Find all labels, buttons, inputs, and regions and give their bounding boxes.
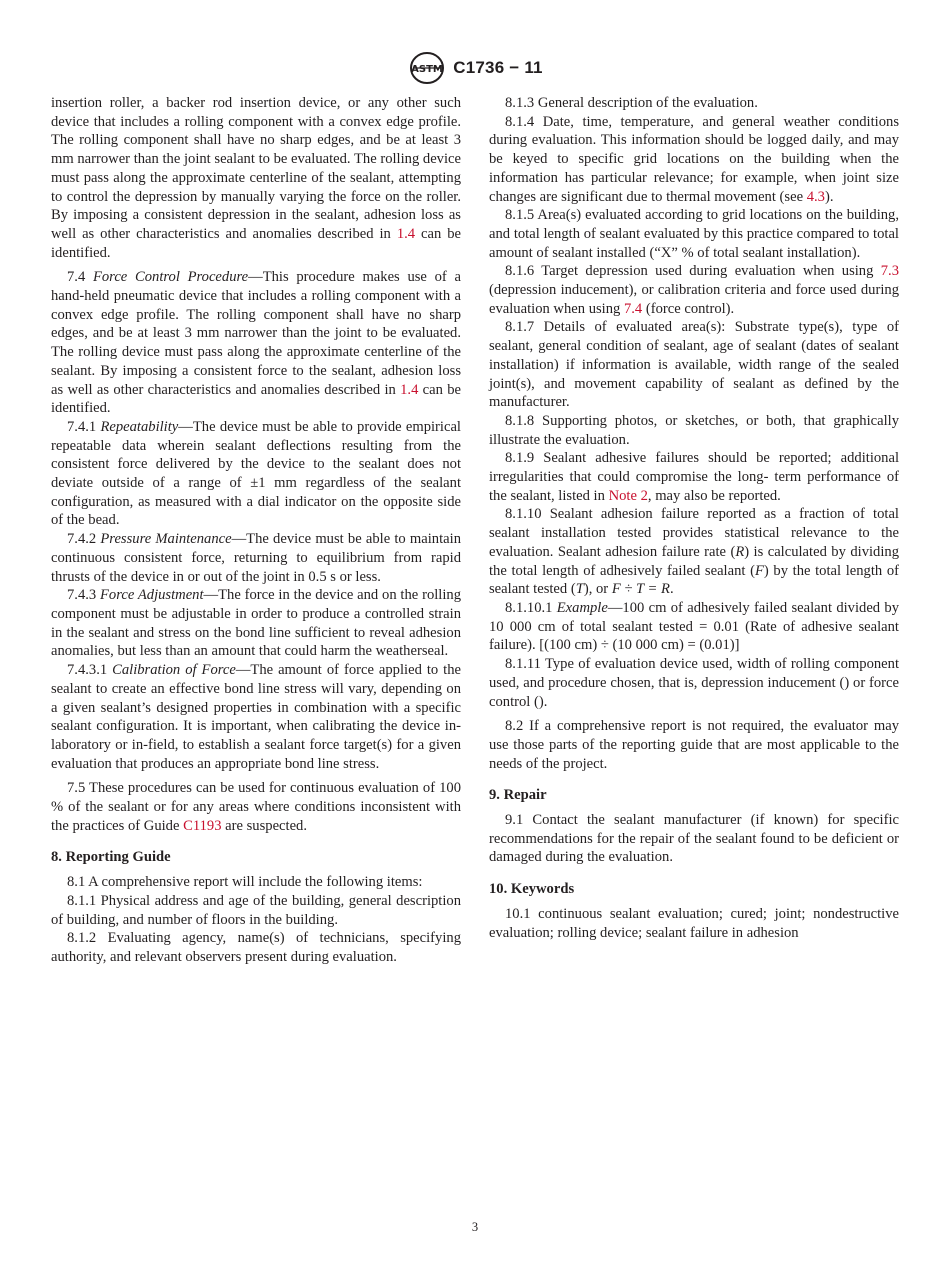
paragraph-8-1-3: 8.1.3 General description of the evaluation. (505, 95, 758, 111)
paragraph-7-4: 7.4 Force Control Procedure—This procedure makes use of a hand-held pneumatic device that includes a rolling component with a convex edge profile. The rolling component shall have no sharp edges, and be at least 3 mm narrower than the joint to be evaluated. The rolling device must pass along the approximate centerline of the sealant. By imposing a consistent force to the sealant, adhesion loss as well as other characteristics and anomalies described in 1.4 can be identified. (51, 269, 462, 417)
paragraph-8-1-4: 8.1.4 Date, time, temperature, and general weather conditions during evaluation. This information should be logged daily, and may be keyed to specific grid locations on the building when the information has particular relevance; for example, when joint size changes are significant due to thermal movement (see 4.3). (489, 113, 899, 205)
paragraph-8-1-8: 8.1.8 Supporting photos, or sketches, or both, that graphically illustrate the evaluation. (489, 412, 899, 448)
section-heading-10: 10. Keywords (489, 881, 575, 898)
link-1-4[interactable]: 1.4 (400, 381, 419, 398)
paragraph-8-1-10: 8.1.10 Sealant adhesion failure reported as a fraction of total sealant installation tested provides statistical relevance to the evaluation. Sealant adhesion failure rate (R) is calculated by dividing the total length of adhesively failed sealant (F) by the total length of sealant tested (T), or F ÷ T = R. (489, 506, 899, 598)
paragraph-7-4-2: 7.4.2 Pressure Maintenance—The device must be able to maintain continuous consistent force, returning to equilibrium from rapid thrusts of the device in or out of the joint in 0.5 s or less. (51, 531, 461, 585)
link-note-2[interactable]: Note 2 (608, 487, 648, 504)
link-4-3[interactable]: 4.3 (806, 188, 825, 205)
paragraph-8-1-2: 8.1.2 Evaluating agency, name(s) of technicians, specifying authority, and relevant observers present during evaluation. (51, 930, 461, 965)
link-7-4[interactable]: 7.4 (623, 300, 643, 317)
paragraph-8-1-1: 8.1.1 Physical address and age of the building, general description of building, and number of floors in the building. (51, 892, 461, 928)
paragraph-7-4-3-1: 7.4.3.1 Calibration of Force—The amount of force applied to the sealant to create an effective bond line stress will vary, depending on a given sealant’s designed properties in combination with a specific sealant configuration. It is important, when calibrating the device in-laboratory or in-field, to establish a sealant force target(s) for a given evaluation that produces an appropriate bond line stress. (51, 662, 461, 772)
astm-logo-icon (407, 50, 447, 86)
page-number: 3 (471, 1220, 479, 1234)
astm-logo-text: ASTM (411, 64, 444, 75)
paragraph-8-2: 8.2 If a comprehensive report is not required, the evaluator may use those parts of the reporting guide that are most applicable to the needs of the project. (489, 718, 899, 772)
link-c1193[interactable]: C1193 (183, 817, 222, 834)
paragraph-10-1: 10.1 continuous sealant evaluation; cured; joint; nondestructive evaluation; rolling device; sealant failure in adhesion (489, 905, 899, 941)
right-column (489, 94, 899, 942)
link-1-4[interactable]: 1.4 (396, 225, 416, 242)
page-header (0, 50, 950, 86)
paragraph-8-1-11: 8.1.11 Type of evaluation device used, width of rolling component used, and procedure chosen, that is, depression inducement () or force control (). (489, 656, 899, 710)
paragraph-7-4-1: 7.4.1 Repeatability—The device must be able to provide empirical repeatable data wherein sealant deflections resulting from the consistent force delivered by the device to the sealant does not deviate outside of a range of ±1 mm regardless of the sealant configuration, as measured with a dial indicator on the opposite side of the bead. (51, 418, 461, 529)
paragraph-7-5: 7.5 These procedures can be used for continuous evaluation of 100 % of the sealant or for any areas where conditions inconsistent with the practices of Guide C1193 are suspected. (51, 780, 461, 834)
section-heading-8: 8. Reporting Guide (51, 849, 171, 866)
paragraph-8-1-9: 8.1.9 Sealant adhesive failures should be reported; additional irregularities that could compromise the long- term performance of the sealant, listed in Note 2, may also be reported. (489, 450, 899, 504)
left-column (51, 94, 461, 967)
paragraph-7-3-continued: insertion roller, a backer rod insertion device, or any other such device that includes a rolling component with a convex edge profile. The rolling component shall have no sharp edges, and be at least 3 mm narrower than the joint sealant to be evaluated. The rolling device must pass along the approximate centerline of the sealant, attempting to control the depression by manually varying the force on the roller. By imposing a consistent depression in the sealant, adhesion loss as well as other characteristics and anomalies described in 1.4 can be identified. (51, 95, 461, 261)
paragraph-8-1-6: 8.1.6 Target depression used during evaluation when using 7.3 (depression inducement), or calibration criteria and force used during evaluation when using 7.4 (force control). (489, 263, 899, 317)
document-id: C1736 − 11 (453, 58, 543, 77)
paragraph-9-1: 9.1 Contact the sealant manufacturer (if known) for specific recommendations for the repair of the sealant found to be deficient or damaged during the evaluation. (489, 812, 899, 866)
paragraph-8-1: 8.1 A comprehensive report will include the following items: (67, 874, 423, 891)
paragraph-7-4-3: 7.4.3 Force Adjustment—The force in the device and on the rolling component must be adjustable in order to produce a controlled strain in the sealant and stress on the bond line sufficient to reveal adhesion anomalies, but less than an amount that could harm the weatherseal. (51, 587, 461, 660)
paragraph-8-1-5: 8.1.5 Area(s) evaluated according to grid locations on the building, and total length of sealant evaluated by this practice compared to total amount of sealant installed (“X” % of total sealant installation). (489, 207, 899, 261)
link-7-3[interactable]: 7.3 (880, 263, 899, 280)
paragraph-8-1-10-1: 8.1.10.1 Example—100 cm of adhesively failed sealant divided by 10 000 cm of total sealant tested = 0.01 (Rate of adhesive sealant failure). [(100 cm) ÷ (10 000 cm) = (0.01)] (489, 599, 899, 654)
paragraph-8-1-7: 8.1.7 Details of evaluated area(s): Substrate type(s), type of sealant, general condition of sealant, age of sealant (dates of sealant installation) if information is available, width range of the sealed joint(s), and movement capability of sealant as defined by the manufacturer. (489, 319, 899, 411)
section-heading-9: 9. Repair (489, 787, 547, 804)
